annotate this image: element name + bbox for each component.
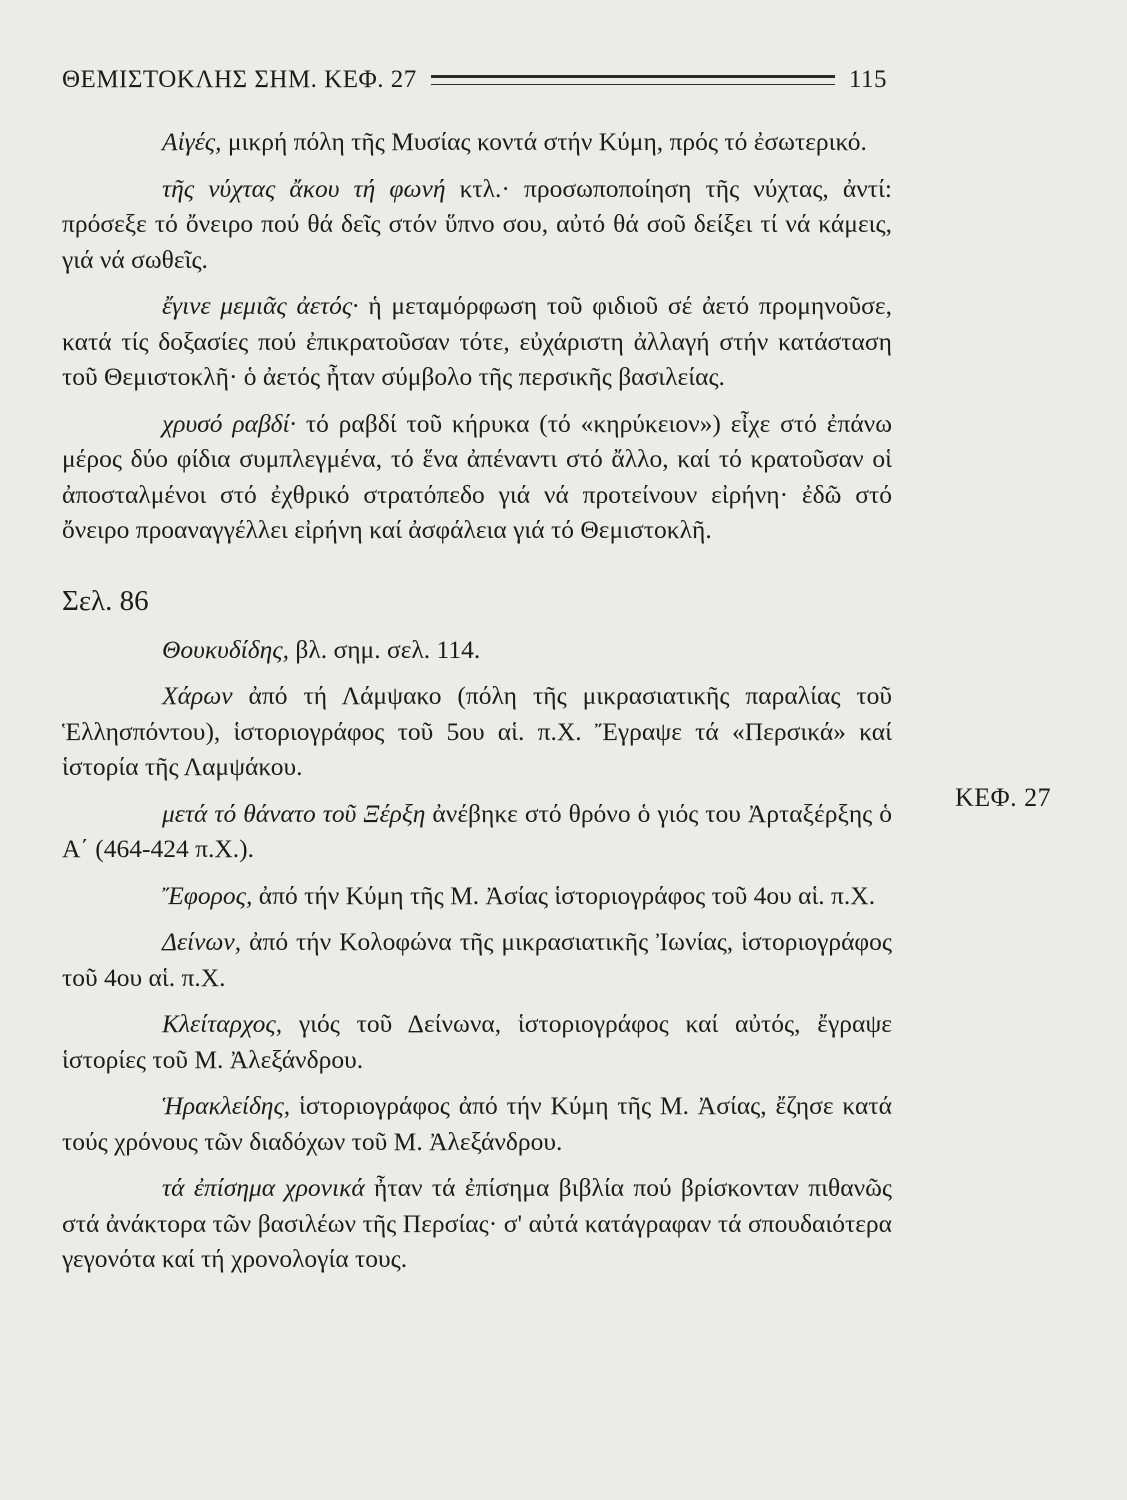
note-text: ἦταν τά ἐπίσημα βιβλία πού βρίσκονταν πιθανῶς στά ἀνάκτορα τῶν βασιλέων τῆς Περσίας· σ' αὐτά κατάγραφαν τά σπουδαιότερα γεγονότα καί τή χρονολογία τους. xyxy=(62,1173,892,1273)
note-entry xyxy=(62,632,892,668)
note-lemma: χρυσό ραβδί· xyxy=(162,408,296,438)
note-lemma: Δείνων, xyxy=(162,927,242,956)
section-heading: Σελ. 86 xyxy=(62,584,149,617)
note-entry xyxy=(62,406,892,548)
note-entry xyxy=(62,1006,892,1077)
note-lemma: Θουκυδίδης, xyxy=(162,634,289,664)
note-entry xyxy=(62,678,892,785)
running-header xyxy=(62,62,887,98)
note-text: ἱστοριογράφος ἀπό τήν Κύμη τῆς Μ. Ἀσίας, ἔζησε κατά τούς χρόνους τῶν διαδόχων τοῦ Μ. Ἀλεξάνδρου. xyxy=(62,1091,892,1156)
note-entry xyxy=(62,878,892,914)
note-text: ἀπό τήν Κύμη τῆς Μ. Ἀσίας ἱστοριογράφος τοῦ 4ου αἱ. π.Χ. xyxy=(252,880,876,910)
notes-body xyxy=(62,124,892,1288)
note-text: τό ραβδί τοῦ κήρυκα (τό «κηρύκειον») εἶχε στό ἐπάνω μέρος δύο φίδια συμπλεγμένα, τό ἕνα ἀπέναντι στό ἄλλο, καί τό κρατοῦσαν οἱ ἀποσταλμένοι στό ἐχθρικό στρατόπεδο γιά νά προτείνουν εἰρήνη· ἐδῶ στό ὄνειρο προαναγγέλλει εἰρήνη καί ἀσφάλεια γιά τό Θεμιστοκλῆ. xyxy=(62,408,892,544)
note-lemma: τά ἐπίσημα χρονικά xyxy=(162,1173,365,1202)
note-entry xyxy=(62,924,892,995)
note-entry xyxy=(62,1088,892,1159)
note-text: ἀπό τήν Κολοφώνα τῆς μικρασιατικῆς Ἰωνίας, ἱστοριογράφος τοῦ 4ου αἱ. π.Χ. xyxy=(62,927,892,992)
note-lemma: Χάρων xyxy=(162,681,233,710)
note-text: μικρή πόλη τῆς Μυσίας κοντά στήν Κύμη, πρός τό ἐσωτερικό. xyxy=(221,127,867,156)
running-title: ΘΕΜΙΣΤΟΚΛΗΣ ΣΗΜ. ΚΕΦ. 27 xyxy=(62,66,417,93)
note-lemma: Ἔφορος, xyxy=(162,880,253,910)
note-text: κτλ.· προσωποποίηση τῆς νύχτας, ἀντί: πρόσεξε τό ὄνειρο πού θά δεῖς στόν ὕπνο σου, αὐτό θά σοῦ δείξει τί νά κάμεις, γιά νά σωθεῖς. xyxy=(62,173,892,274)
note-text: ἡ μεταμόρφωση τοῦ φιδιοῦ σέ ἀετό προμηνοῦσε, κατά τίς δοξασίες πού ἐπικρατοῦσαν τότε, εὐχάριστη ἀλλαγή στήν κατάσταση τοῦ Θεμιστοκλῆ· ὁ ἀετός ἦταν σύμβολο τῆς περσικῆς βασιλείας. xyxy=(62,291,892,391)
header-rule xyxy=(431,75,835,85)
note-lemma: Κλείταρχος, xyxy=(162,1009,283,1038)
note-lemma: Ἡρακλείδης, xyxy=(162,1091,291,1120)
note-entry xyxy=(62,796,892,867)
chapter-side-note: ΚΕΦ. 27 xyxy=(955,783,1052,812)
note-text: ἀνέβηκε στό θρόνο ὁ γιός του Ἀρταξέρξης ὁ Α΄ (464-424 π.Χ.). xyxy=(62,798,892,863)
note-entry xyxy=(62,171,892,278)
note-text: γιός τοῦ Δείνωνα, ἱστοριογράφος καί αὐτός, ἔγραψε ἱστορίες τοῦ Μ. Ἀλεξάνδρου. xyxy=(62,1009,892,1074)
note-lemma: Αἰγές, xyxy=(162,127,222,156)
note-lemma: μετά τό θάνατο τοῦ Ξέρξη xyxy=(162,798,426,828)
note-entry xyxy=(62,124,892,160)
note-entry xyxy=(62,1170,892,1277)
note-lemma: ἔγινε μεμιᾶς ἀετός· xyxy=(162,291,359,320)
note-text: βλ. σημ. σελ. 114. xyxy=(288,634,481,664)
note-text: ἀπό τή Λάμψακο (πόλη τῆς μικρασιατικῆς παραλίας τοῦ Ἑλλησπόντου), ἱστοριογράφος τοῦ 5ου αἱ. π.Χ. Ἔγραψε τά «Περσικά» καί ἱστορία τῆς Λαμψάκου. xyxy=(62,681,892,781)
page-number: 115 xyxy=(848,66,887,93)
note-entry xyxy=(62,288,892,395)
note-lemma: τῆς νύχτας ἄκου τή φωνή xyxy=(162,173,446,203)
